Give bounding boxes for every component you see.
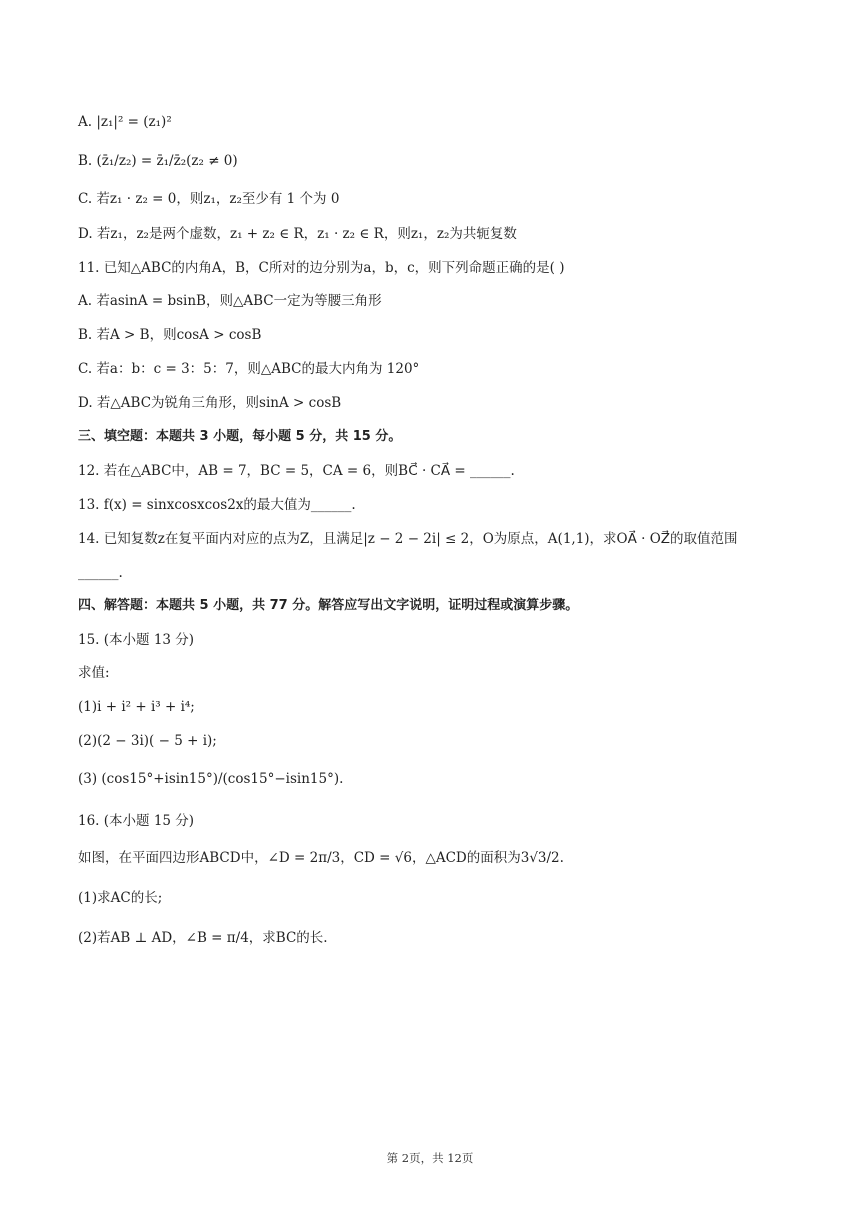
question-16-header: 16. (本小题 15 分) xyxy=(78,813,195,829)
section-3-heading: 三、填空题：本题共 3 小题，每小题 5 分，共 15 分。 xyxy=(78,429,402,444)
option-10c: C. 若z₁ · z₂ = 0，则z₁，z₂至少有 1 个为 0 xyxy=(78,191,340,207)
question-13: 13. f(x) = sinxcosxcos2x的最大值为______. xyxy=(78,497,356,513)
question-15-part2: (2)(2 − 3i)( − 5 + i); xyxy=(78,733,217,749)
page-footer: 第 2页，共 12页 xyxy=(386,1151,474,1165)
option-10a: A. |z₁|² = (z₁)² xyxy=(78,114,172,130)
question-16-part1: (1)求AC的长; xyxy=(78,890,163,906)
question-15-prompt: 求值: xyxy=(78,665,110,681)
section-4-heading: 四、解答题：本题共 5 小题，共 77 分。解答应写出文字说明，证明过程或演算步骤。 xyxy=(78,598,579,613)
option-11d: D. 若△ABC为锐角三角形，则sinA > cosB xyxy=(78,395,342,411)
question-15-header: 15. (本小题 13 分) xyxy=(78,632,195,648)
question-16-part2: (2)若AB ⊥ AD，∠B = π/4，求BC的长. xyxy=(78,930,328,946)
option-11a: A. 若asinA = bsinB，则△ABC一定为等腰三角形 xyxy=(78,293,382,309)
question-11: 11. 已知△ABC的内角A，B，C所对的边分别为a，b，c，则下列命题正确的是( ) xyxy=(78,260,565,276)
question-15-part1: (1)i + i² + i³ + i⁴; xyxy=(78,699,195,715)
question-14-blank: ______. xyxy=(78,565,123,581)
option-11c: C. 若a：b：c = 3：5：7，则△ABC的最大内角为 120° xyxy=(78,361,420,377)
option-10d: D. 若z₁，z₂是两个虚数，z₁ + z₂ ∈ R，z₁ · z₂ ∈ R，则z₁，z₂为共轭复数 xyxy=(78,226,517,242)
question-14: 14. 已知复数z在复平面内对应的点为Z，且满足|z − 2 − 2i| ≤ 2，O为原点，A(1,1)，求OA⃗ · OZ⃗的取值范围 xyxy=(78,531,738,547)
option-11b: B. 若A > B，则cosA > cosB xyxy=(78,327,262,343)
question-15-part3: (3) (cos15°+isin15°)/(cos15°−isin15°). xyxy=(78,771,344,787)
question-16-text: 如图，在平面四边形ABCD中，∠D = 2π/3，CD = √6，△ACD的面积为3√3/2. xyxy=(78,850,564,866)
question-12: 12. 若在△ABC中，AB = 7，BC = 5，CA = 6，则BC⃗ · CA⃗ = ______. xyxy=(78,463,515,479)
option-10b: B. (z̄₁/z₂) = z̄₁/z̄₂(z₂ ≠ 0) xyxy=(78,153,238,169)
